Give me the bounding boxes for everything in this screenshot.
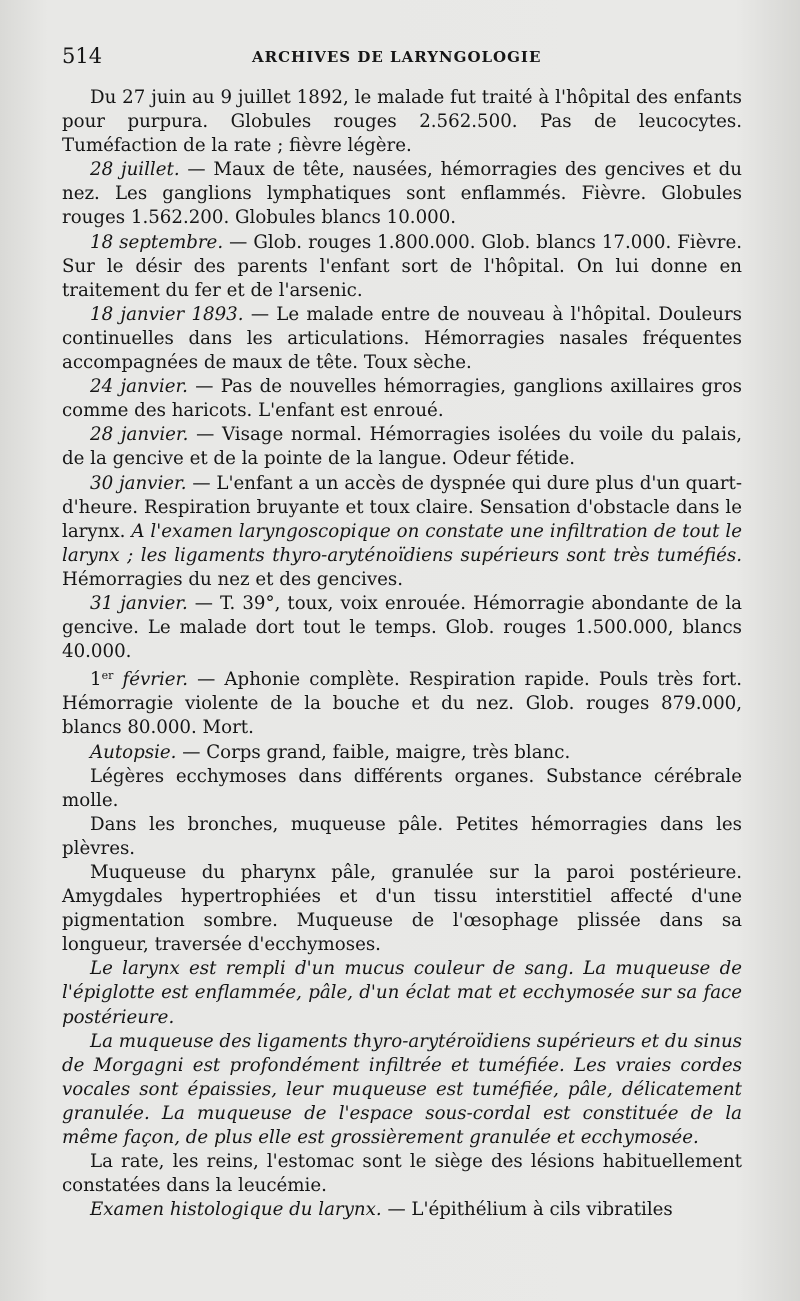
paragraph-text: — Aphonie complète. Respiration rapide. Pouls très fort. Hémorragie violente de la bouche et du nez. Glob. rouges 879.000, blancs 80.000. Mort. bbox=[62, 669, 742, 739]
paragraph-text: — Glob. rouges 1.800.000. Glob. blancs 17.000. Fièvre. Sur le désir des parents l'enfant sort de l'hôpital. On lui donne en traitement du fer et de l'arsenic. bbox=[62, 231, 742, 301]
entry-date: 18 janvier 1893. bbox=[90, 303, 244, 325]
section-label: Examen histologique du larynx. bbox=[90, 1199, 382, 1221]
paragraph-text: — Le malade entre de nouveau à l'hôpital. Douleurs continuelles dans les articulations. Hémorragies nasales fréquentes accompagnées de maux de tête. Toux sèche. bbox=[62, 303, 742, 374]
running-title: ARCHIVES DE LARYNGOLOGIE bbox=[252, 48, 542, 66]
paragraph bbox=[62, 592, 742, 664]
entry-date: 31 janvier. bbox=[90, 592, 188, 614]
paragraph bbox=[62, 861, 742, 957]
section-label: Autopsie. bbox=[90, 741, 177, 763]
paragraph bbox=[62, 741, 742, 765]
italic-passage: La muqueuse des ligaments thyro-arytéroïdiens supérieurs et du sinus de Morgagni est profondément infiltrée et tuméfiée. Les vraies cordes vocales sont épaissies, leur muqueuse est tuméfiée, pâle, délicatement granulée. La muqueuse de l'espace sous-cordal est constituée de la même façon, de plus elle est grossièrement granulée et ecchymosée. bbox=[62, 1030, 742, 1149]
paragraph bbox=[62, 86, 742, 158]
paragraph bbox=[62, 158, 742, 230]
paragraph-text: — Corps grand, faible, maigre, très blanc. bbox=[176, 741, 571, 763]
paragraph-text: — L'épithélium à cils vibratiles bbox=[381, 1199, 673, 1221]
paragraph bbox=[62, 664, 742, 740]
entry-date: 18 septembre. bbox=[90, 231, 224, 253]
paragraph bbox=[62, 813, 742, 861]
paragraph bbox=[62, 375, 742, 423]
paragraph bbox=[62, 423, 742, 471]
italic-passage: Le larynx est rempli d'un mucus couleur de sang. La muqueuse de l'épiglotte est enflammée, pâle, d'un éclat mat et ecchymosée sur sa face postérieure. bbox=[62, 958, 742, 1028]
paragraph-text: — L'enfant a un accès de dyspnée qui dure plus d'un quart-d'heure. Respiration bruyante et toux claire. Sensation d'obstacle dans le larynx. bbox=[62, 472, 742, 542]
paragraph-text: Du 27 juin au 9 juillet 1892, le malade fut traité à l'hôpital des enfants pour purpura. Globules rouges 2.562.500. Pas de leucocytes. Tuméfaction de la rate ; fièvre légère. bbox=[62, 87, 742, 157]
italic-passage: A l'examen laryngoscopique on constate une infiltration de tout le larynx ; les ligaments thyro-aryténoïdiens supérieurs sont très tuméfiés. bbox=[62, 520, 742, 566]
entry-date: 28 janvier. bbox=[90, 424, 189, 446]
paragraph bbox=[62, 1030, 742, 1150]
paragraph-text-tail: Hémorragies du nez et des gencives. bbox=[62, 568, 404, 590]
entry-date: 24 janvier. bbox=[90, 376, 188, 398]
page-header bbox=[62, 44, 742, 72]
paragraph-text: — Pas de nouvelles hémorragies, ganglions axillaires gros comme des haricots. L'enfant est enroué. bbox=[62, 376, 743, 422]
paragraph-text: — T. 39°, toux, voix enrouée. Hémorragie abondante de la gencive. Le malade dort tout le temps. Glob. rouges 1.500.000, blancs 40.000. bbox=[62, 592, 742, 663]
entry-date: 30 janvier. bbox=[90, 472, 187, 494]
paragraph bbox=[62, 303, 742, 375]
entry-date-number: 1 bbox=[90, 669, 102, 691]
paragraph-text: Muqueuse du pharynx pâle, granulée sur la paroi postérieure. Amygdales hypertrophiées et d'un tissu interstitiel affecté d'une pigmentation sombre. Muqueuse de l'œsophage plissée dans sa longueur, traversée d'ecchymoses. bbox=[62, 862, 742, 956]
paragraph bbox=[62, 765, 742, 813]
paragraph-text: — Maux de tête, nausées, hémorragies des gencives et du nez. Les ganglions lymphatiques sont enflammés. Fièvre. Globules rouges 1.562.200. Globules blancs 10.000. bbox=[62, 159, 742, 229]
entry-date: février. bbox=[113, 669, 188, 691]
paragraph bbox=[62, 231, 742, 303]
paragraph bbox=[62, 472, 742, 592]
paragraph bbox=[62, 957, 742, 1029]
paragraph bbox=[62, 1198, 742, 1222]
entry-date: 28 juillet. bbox=[90, 159, 180, 181]
page-number: 514 bbox=[62, 44, 103, 68]
entry-date-superscript: er bbox=[101, 669, 114, 683]
paragraph-text: Légères ecchymoses dans différents organes. Substance cérébrale molle. bbox=[62, 765, 742, 811]
paragraph-text: Dans les bronches, muqueuse pâle. Petites hémorragies dans les plèvres. bbox=[62, 813, 742, 859]
paragraph-text: La rate, les reins, l'estomac sont le siège des lésions habituellement constatées dans la leucémie. bbox=[62, 1151, 742, 1197]
paragraph-text: — Visage normal. Hémorragies isolées du voile du palais, de la gencive et de la pointe de la langue. Odeur fétide. bbox=[62, 424, 743, 470]
paragraph bbox=[62, 1150, 742, 1198]
body-text bbox=[62, 86, 742, 1222]
